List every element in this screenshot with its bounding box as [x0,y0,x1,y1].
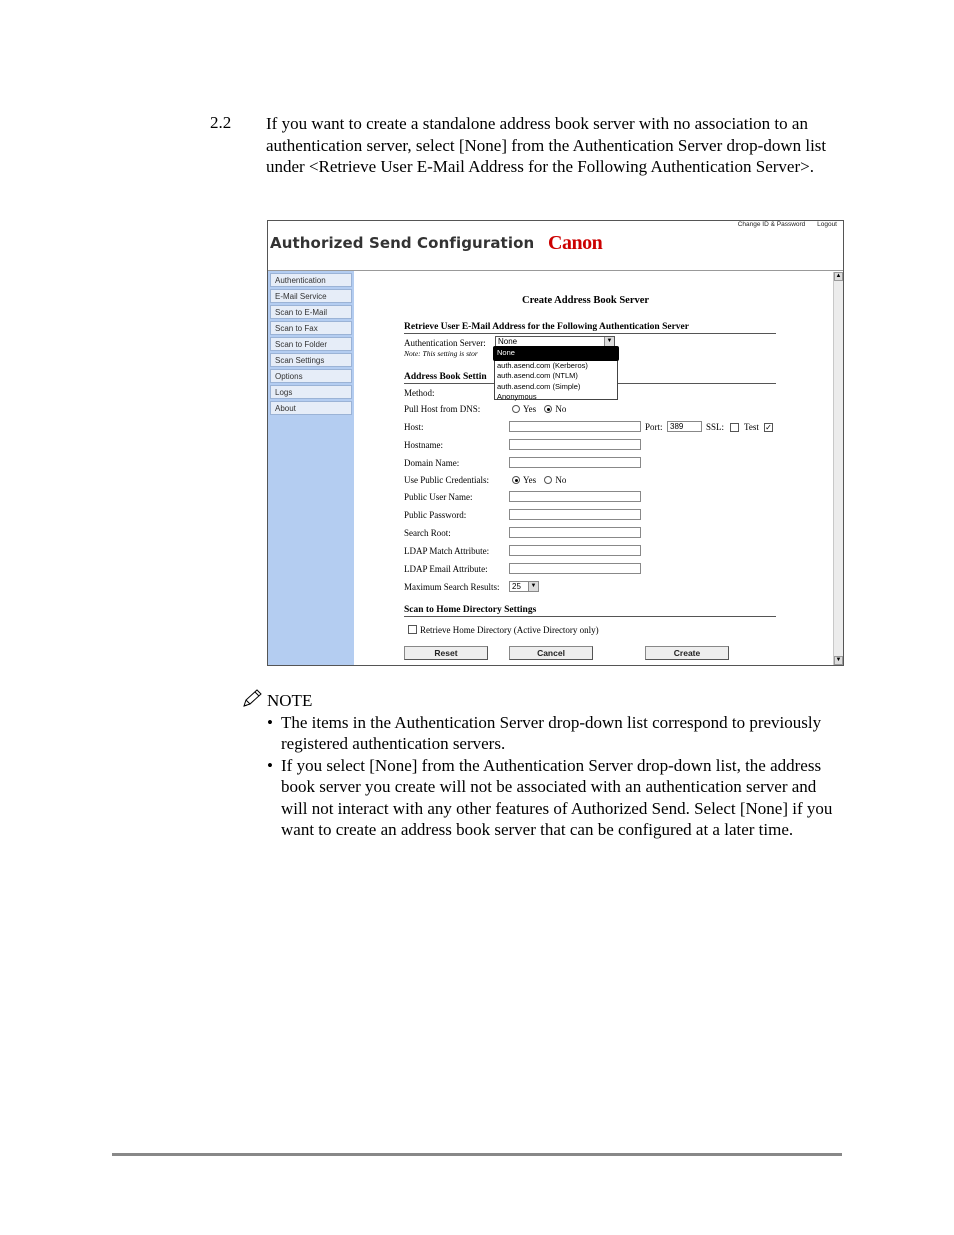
note-bullet-text: If you select [None] from the Authentication Server drop-down list, the address book server you create will not be associated with an authentication server and will not interact with any other features of Authorized Send. Select [None] if you want to create an address book server that can be configured at a later time. [281,755,833,839]
vertical-scrollbar[interactable] [833,272,843,665]
sidebar-item-scan-to-folder[interactable]: Scan to Folder [270,337,352,351]
scroll-up-icon[interactable]: ▲ [835,273,842,279]
sidebar-item-scan-to-email[interactable]: Scan to E-Mail [270,305,352,319]
note-heading-row [241,690,841,712]
use-public-yes-label: Yes [523,475,537,485]
max-results-select[interactable] [509,581,539,592]
public-password-input[interactable] [509,509,641,520]
section-retrieve-email: Retrieve User E-Mail Address for the Following Authentication Server [404,322,776,334]
use-public-no-radio[interactable] [544,476,552,484]
note-heading: NOTE [267,691,313,710]
port-label: Port: [645,422,663,432]
create-address-book-form [356,271,833,665]
dropdown-option-anonymous[interactable]: Anonymous [497,392,537,401]
pencil-icon [241,689,263,709]
chevron-down-icon[interactable]: ▼ [604,337,614,346]
hostname-input[interactable] [509,439,641,450]
retrieve-home-checkbox[interactable] [408,625,417,634]
bullet-icon: • [267,712,273,732]
bullet-icon: • [267,755,273,775]
port-input[interactable]: 389 [667,421,702,432]
logout-link[interactable]: Logout [817,221,837,228]
create-button[interactable]: Create [645,646,729,660]
pull-host-label: Pull Host from DNS: [404,404,481,414]
scroll-down-icon[interactable]: ▼ [835,657,842,663]
domain-name-label: Domain Name: [404,458,460,468]
domain-name-input[interactable] [509,457,641,468]
form-title: Create Address Book Server [522,295,650,306]
note-section [241,690,841,841]
auth-server-dropdown-list [494,347,618,400]
section-home-directory: Scan to Home Directory Settings [404,605,776,617]
use-public-radios [506,475,566,485]
dropdown-option-ntlm[interactable]: auth.asend.com (NTLM) [497,371,578,380]
ldap-email-label: LDAP Email Attribute: [404,564,488,574]
step-instruction: If you want to create a standalone address book server with no association to an authentication server, select [None] from the Authentication Server drop-down list under <Retrieve User E-Mail Address for the Following Authentication Server>. [266,114,827,176]
sidebar [268,271,354,665]
chevron-down-icon[interactable]: ▼ [528,582,538,591]
sidebar-item-about[interactable]: About [270,401,352,415]
host-label: Host: [404,422,424,432]
ldap-email-input[interactable] [509,563,641,574]
note-bullet-text: The items in the Authentication Server drop-down list correspond to previously registered authentication servers. [281,712,822,753]
pull-host-no-label: No [555,404,567,414]
change-id-password-link[interactable]: Change ID & Password [737,221,806,228]
footer-rule [112,1153,842,1156]
dropdown-option-kerberos[interactable]: auth.asend.com (Kerberos) [497,360,588,370]
use-public-credentials-label: Use Public Credentials: [404,475,489,485]
use-public-yes-radio[interactable] [512,476,520,484]
dropdown-option-simple[interactable]: auth.asend.com (Simple) [497,381,581,391]
ssl-checkbox[interactable] [730,423,739,432]
hostname-label: Hostname: [404,440,443,450]
top-links [728,221,837,228]
list-item [241,712,841,755]
pull-host-radios [506,404,566,414]
sidebar-item-authentication[interactable]: Authentication [270,273,352,287]
section-address-book: Address Book Settin [404,372,776,384]
list-item [241,755,841,841]
max-results-label: Maximum Search Results: [404,582,500,592]
dropdown-option-none[interactable]: None [493,346,619,361]
auth-server-value: None [498,337,518,346]
public-user-name-input[interactable] [509,491,641,502]
ldap-match-label: LDAP Match Attribute: [404,546,490,556]
use-public-no-label: No [555,475,567,485]
cancel-button[interactable]: Cancel [509,646,593,660]
sidebar-item-options[interactable]: Options [270,369,352,383]
retrieve-home-row [405,625,599,635]
ldap-match-input[interactable] [509,545,641,556]
sidebar-item-logs[interactable]: Logs [270,385,352,399]
step-number: 2.2 [210,113,232,132]
max-results-value: 25 [512,582,521,591]
pull-host-yes-label: Yes [523,404,537,414]
test-label: Test [744,422,759,432]
pull-host-no-radio[interactable] [544,405,552,413]
host-input[interactable] [509,421,641,432]
sidebar-item-email-service[interactable]: E-Mail Service [270,289,352,303]
method-label: Method: [404,388,435,398]
test-checkbox[interactable]: ✓ [765,423,772,432]
public-password-label: Public Password: [404,510,467,520]
ssl-label: SSL: [706,422,725,432]
public-user-name-label: Public User Name: [404,492,473,502]
retrieve-home-label: Retrieve Home Directory (Active Directory only) [420,625,599,635]
sidebar-item-scan-to-fax[interactable]: Scan to Fax [270,321,352,335]
search-root-input[interactable] [509,527,641,538]
configuration-screenshot [267,220,844,666]
setting-note: Note: This setting is stor [404,349,478,358]
search-root-label: Search Root: [404,528,451,538]
note-bullets [241,712,841,841]
canon-logo: Canon [548,232,603,254]
auth-server-label: Authentication Server: [404,338,486,348]
reset-button[interactable]: Reset [404,646,488,660]
app-title: Authorized Send Configuration [270,234,535,252]
pull-host-yes-radio[interactable] [512,405,520,413]
sidebar-item-scan-settings[interactable]: Scan Settings [270,353,352,367]
